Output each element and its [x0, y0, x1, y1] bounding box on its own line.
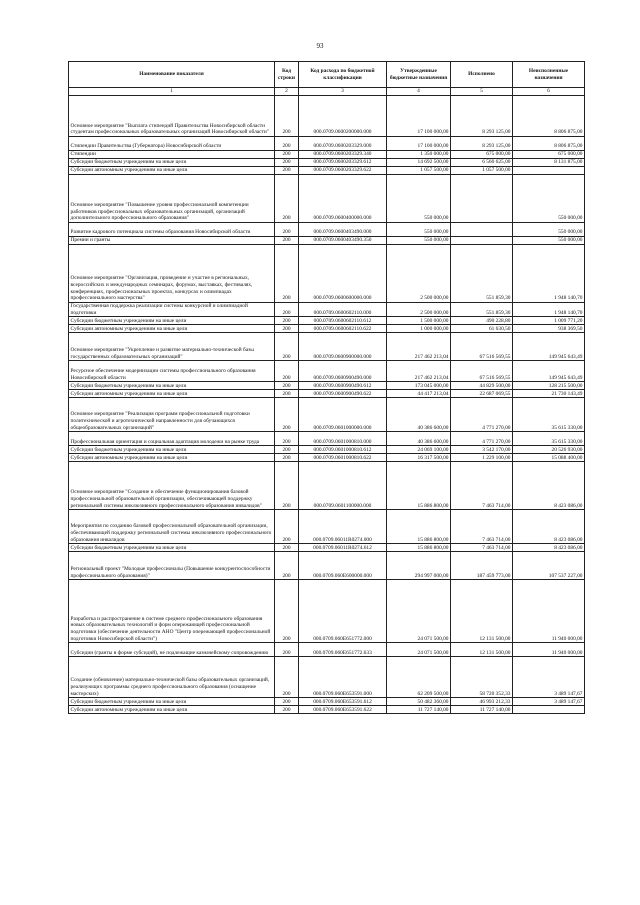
row-line-code: 200	[275, 643, 299, 657]
row-unexecuted: 3 489 147,67	[513, 698, 585, 706]
row-name: Профессиональная ориентация и социальная адаптация молодежи на рынке труда	[69, 432, 275, 446]
table-row	[69, 552, 585, 580]
row-name: Основное мероприятие "Выплата стипендий Правительства Новосибирской области студентам профессиональных образовательных организаций Новосибирской области"	[69, 96, 275, 137]
row-approved: 2 500 000,00	[387, 303, 451, 317]
table-row	[69, 544, 585, 552]
row-unexecuted: 8 806 875,00	[513, 96, 585, 137]
table-row	[69, 643, 585, 657]
row-line-code: 200	[275, 175, 299, 223]
row-approved: 14 692 500,00	[387, 159, 451, 167]
budget-execution-table	[68, 61, 585, 714]
row-unexecuted: 21 730 143,49	[513, 390, 585, 398]
row-approved: 1 000 000,00	[387, 325, 451, 333]
row-approved: 217 462 213,04	[387, 361, 451, 382]
column-number-row	[69, 88, 585, 96]
row-approved: 2 500 000,00	[387, 245, 451, 303]
row-line-code: 200	[275, 552, 299, 580]
row-executed: 58 720 352,33	[451, 657, 513, 698]
row-budget-code: 000.0709.060E600000.000	[299, 552, 387, 580]
row-name: Региональный проект "Молодые профессионалы (Повышение конкурентоспособности профессионального образования)"	[69, 552, 275, 580]
row-unexecuted: 20 526 930,00	[513, 446, 585, 454]
row-name: Субсидии бюджетным учреждениям на иные цели	[69, 317, 275, 325]
row-name: Создание (обновление) материально-технической базы образовательных организаций, реализующих программы среднего профессионального образования (оснащение мастерских)	[69, 657, 275, 698]
row-unexecuted: 11 940 000,00	[513, 643, 585, 657]
table-row	[69, 175, 585, 223]
row-budget-code: 000.0709.0600900490.622	[299, 390, 387, 398]
row-approved: 294 997 000,00	[387, 552, 451, 580]
row-executed: 1 229 100,00	[451, 454, 513, 462]
table-row	[69, 137, 585, 151]
row-name: Субсидии автономным учреждениям на иные цели	[69, 454, 275, 462]
row-approved: 1 057 500,00	[387, 167, 451, 175]
row-line-code: 200	[275, 237, 299, 245]
row-approved: 17 100 000,00	[387, 96, 451, 137]
row-budget-code: 000.0709.0601000810.000	[299, 432, 387, 446]
row-name: Субсидии автономным учреждениям на иные цели	[69, 167, 275, 175]
table-row	[69, 167, 585, 175]
row-approved: 24 071 500,00	[387, 643, 451, 657]
row-line-code: 200	[275, 167, 299, 175]
table-row	[69, 245, 585, 303]
row-approved: 15 886 800,00	[387, 510, 451, 544]
row-budget-code: 000.0709.0600203329.000	[299, 137, 387, 151]
table-row	[69, 580, 585, 643]
header-line-code: Код строки	[275, 62, 299, 88]
row-line-code: 200	[275, 223, 299, 237]
table-row	[69, 333, 585, 361]
row-approved: 1 500 000,00	[387, 317, 451, 325]
row-executed: 44 829 500,00	[451, 382, 513, 390]
row-line-code: 200	[275, 245, 299, 303]
row-approved: 44 417 213,04	[387, 390, 451, 398]
column-number: 5	[451, 88, 513, 96]
row-line-code: 200	[275, 432, 299, 446]
table-row	[69, 382, 585, 390]
row-approved: 15 886 800,00	[387, 462, 451, 510]
row-unexecuted: 128 215 500,00	[513, 382, 585, 390]
row-unexecuted	[513, 706, 585, 714]
row-unexecuted: 11 940 000,00	[513, 580, 585, 643]
table-header-row	[69, 62, 585, 88]
row-budget-code: 000.0709.0600203329.612	[299, 159, 387, 167]
row-name: Стипендии Правительства (Губернатора) Новосибирской области	[69, 137, 275, 151]
row-budget-code: 000.0709.0600900000.000	[299, 333, 387, 361]
table-row	[69, 303, 585, 317]
row-approved: 40 386 600,00	[387, 432, 451, 446]
row-executed: 551 859,30	[451, 303, 513, 317]
row-unexecuted: 1 948 140,70	[513, 245, 585, 303]
page-number: 93	[316, 42, 324, 50]
row-budget-code: 000.0709.0600403490.000	[299, 223, 387, 237]
row-budget-code: 000.0709.060E653591.612	[299, 698, 387, 706]
table-row	[69, 96, 585, 137]
row-line-code: 200	[275, 333, 299, 361]
row-budget-code: 000.0709.0601000810.612	[299, 446, 387, 454]
table-row	[69, 223, 585, 237]
row-approved: 550 000,00	[387, 237, 451, 245]
table-row	[69, 698, 585, 706]
row-budget-code: 000.0709.06011R0274.000	[299, 510, 387, 544]
row-line-code: 200	[275, 361, 299, 382]
table-row	[69, 151, 585, 159]
row-name: Субсидии автономным учреждениям на иные цели	[69, 706, 275, 714]
row-executed: 22 687 069,55	[451, 390, 513, 398]
row-executed: 12 131 500,00	[451, 580, 513, 643]
row-budget-code: 000.0709.0600203329.340	[299, 151, 387, 159]
row-executed: 7 463 714,00	[451, 462, 513, 510]
row-executed: 490 228,80	[451, 317, 513, 325]
row-executed: 11 727 140,00	[451, 706, 513, 714]
row-budget-code: 000.0709.06011R0274.612	[299, 544, 387, 552]
row-name: Субсидии бюджетным учреждениям на иные цели	[69, 159, 275, 167]
table-body	[69, 96, 585, 714]
row-unexecuted: 149 945 643,49	[513, 333, 585, 361]
row-line-code: 200	[275, 657, 299, 698]
column-number: 1	[69, 88, 275, 96]
row-budget-code: 000.0709.0600203329.622	[299, 167, 387, 175]
header-budget-code: Код расхода по бюджетной классификации	[299, 62, 387, 88]
row-executed: 61 630,50	[451, 325, 513, 333]
row-line-code: 200	[275, 454, 299, 462]
row-unexecuted: 8 131 875,00	[513, 159, 585, 167]
table-row	[69, 706, 585, 714]
row-unexecuted: 675 000,00	[513, 151, 585, 159]
row-name: Субсидии автономным учреждениям на иные цели	[69, 390, 275, 398]
table-row	[69, 361, 585, 382]
table-row	[69, 159, 585, 167]
table-row	[69, 510, 585, 544]
row-executed	[451, 237, 513, 245]
row-line-code: 200	[275, 698, 299, 706]
row-executed: 6 560 625,00	[451, 159, 513, 167]
row-executed: 12 131 500,00	[451, 643, 513, 657]
row-name: Премии и гранты	[69, 237, 275, 245]
row-line-code: 200	[275, 510, 299, 544]
row-budget-code: 000.0709.060E653591.622	[299, 706, 387, 714]
row-executed: 7 463 714,00	[451, 510, 513, 544]
row-unexecuted: 1 009 771,20	[513, 317, 585, 325]
row-budget-code: 000.0709.060E651772.633	[299, 643, 387, 657]
row-name: Основное мероприятие "Укрепление и развитие материально-технической базы государственных образовательных организаций"	[69, 333, 275, 361]
row-budget-code: 000.0709.0600602110.000	[299, 303, 387, 317]
table-row	[69, 657, 585, 698]
row-unexecuted: 15 088 400,00	[513, 454, 585, 462]
row-executed: 8 293 125,00	[451, 137, 513, 151]
row-executed: 187 459 773,00	[451, 552, 513, 580]
row-name: Основное мероприятие "Повышение уровня профессиональной компетенции работников профессиональных образовательных организаций, организаций дополнительного профессионального образования"	[69, 175, 275, 223]
row-approved: 1 350 000,00	[387, 151, 451, 159]
row-budget-code: 000.0709.0600200000.000	[299, 96, 387, 137]
row-name: Развитие кадрового потенциала системы образования Новосибирской области	[69, 223, 275, 237]
row-budget-code: 000.0709.0601000810.622	[299, 454, 387, 462]
row-name: Субсидии бюджетным учреждениям на иные цели	[69, 544, 275, 552]
row-unexecuted: 8 423 086,00	[513, 510, 585, 544]
row-budget-code: 000.0709.0600900490.000	[299, 361, 387, 382]
row-unexecuted: 8 423 086,00	[513, 462, 585, 510]
table-row	[69, 325, 585, 333]
header-unexecuted: Неисполненные назначения	[513, 62, 585, 88]
row-executed: 8 293 125,00	[451, 96, 513, 137]
row-name: Субсидии бюджетным учреждениям на иные цели	[69, 446, 275, 454]
row-name: Субсидии бюджетным учреждениям на иные цели	[69, 382, 275, 390]
row-name: Субсидии автономным учреждениям на иные цели	[69, 325, 275, 333]
row-line-code: 200	[275, 382, 299, 390]
row-budget-code: 000.0709.060E653591.000	[299, 657, 387, 698]
row-line-code: 200	[275, 159, 299, 167]
row-line-code: 200	[275, 706, 299, 714]
row-approved: 16 317 500,00	[387, 454, 451, 462]
row-approved: 550 000,00	[387, 223, 451, 237]
row-line-code: 200	[275, 390, 299, 398]
row-executed	[451, 223, 513, 237]
row-budget-code: 000.0709.060E651772.000	[299, 580, 387, 643]
row-executed: 4 771 270,00	[451, 432, 513, 446]
row-budget-code: 000.0709.0601000000.000	[299, 398, 387, 432]
row-approved: 40 386 600,00	[387, 398, 451, 432]
row-executed: 551 859,30	[451, 245, 513, 303]
table-row	[69, 317, 585, 325]
row-unexecuted: 8 806 875,00	[513, 137, 585, 151]
row-executed: 3 542 170,00	[451, 446, 513, 454]
row-budget-code: 000.0709.0600602110.622	[299, 325, 387, 333]
table-row	[69, 390, 585, 398]
row-line-code: 200	[275, 96, 299, 137]
row-approved: 62 209 500,00	[387, 657, 451, 698]
row-line-code: 200	[275, 462, 299, 510]
header-name: Наименование показателя	[69, 62, 275, 88]
row-approved: 17 100 000,00	[387, 137, 451, 151]
row-line-code: 200	[275, 137, 299, 151]
row-line-code: 200	[275, 544, 299, 552]
row-unexecuted: 107 537 227,00	[513, 552, 585, 580]
row-executed: 4 771 270,00	[451, 398, 513, 432]
row-line-code: 200	[275, 317, 299, 325]
table-row	[69, 398, 585, 432]
row-line-code: 200	[275, 303, 299, 317]
row-unexecuted: 938 369,50	[513, 325, 585, 333]
row-name: Государственная поддержка реализации системы конкурсной и олимпиадной подготовки	[69, 303, 275, 317]
row-budget-code: 000.0709.0600900490.612	[299, 382, 387, 390]
column-number: 3	[299, 88, 387, 96]
row-executed: 675 000,00	[451, 151, 513, 159]
row-unexecuted: 35 615 330,00	[513, 432, 585, 446]
row-approved: 173 045 000,00	[387, 382, 451, 390]
row-unexecuted: 550 000,00	[513, 223, 585, 237]
row-line-code: 200	[275, 325, 299, 333]
row-approved: 15 886 800,00	[387, 544, 451, 552]
row-executed: 1 057 500,00	[451, 167, 513, 175]
row-executed: 67 516 569,55	[451, 333, 513, 361]
table-row	[69, 446, 585, 454]
row-unexecuted: 1 948 140,70	[513, 303, 585, 317]
column-number: 2	[275, 88, 299, 96]
row-approved: 24 071 500,00	[387, 580, 451, 643]
row-executed: 7 463 714,00	[451, 544, 513, 552]
row-unexecuted: 35 615 330,00	[513, 398, 585, 432]
row-budget-code: 000.0709.0600400000.000	[299, 175, 387, 223]
row-line-code: 200	[275, 446, 299, 454]
row-unexecuted: 8 423 086,00	[513, 544, 585, 552]
row-line-code: 200	[275, 398, 299, 432]
row-executed: 46 993 212,33	[451, 698, 513, 706]
row-name: Основное мероприятие "Реализация программ профессиональной подготовки политехнической и агротехнической направленности для обучающихся общеобразовательных организаций"	[69, 398, 275, 432]
header-executed: Исполнено	[451, 62, 513, 88]
row-approved: 550 000,00	[387, 175, 451, 223]
row-budget-code: 000.0709.0600403490.350	[299, 237, 387, 245]
row-approved: 217 462 213,04	[387, 333, 451, 361]
table-row	[69, 462, 585, 510]
row-name: Основное мероприятие "Организация, проведение и участие в региональных, всероссийских и международных семинарах, форумах, выставках, фестивалях, конференциях, профессиональных проектах, конкурсах и олимпиадах профессионального мастерства"	[69, 245, 275, 303]
row-budget-code: 000.0709.0601100000.000	[299, 462, 387, 510]
row-line-code: 200	[275, 151, 299, 159]
row-unexecuted: 149 945 643,49	[513, 361, 585, 382]
row-unexecuted	[513, 167, 585, 175]
row-name: Основное мероприятие "Создание и обеспечение функционирования базовой профессиональной образовательной организации, обеспечивающей поддержку региональной системы инклюзивного профессионального образования инвалидов"	[69, 462, 275, 510]
table-row	[69, 432, 585, 446]
row-budget-code: 000.0709.0600600000.000	[299, 245, 387, 303]
row-approved: 50 482 360,00	[387, 698, 451, 706]
row-line-code: 200	[275, 580, 299, 643]
row-name: Субсидии бюджетным учреждениям на иные цели	[69, 698, 275, 706]
row-name: Мероприятия по созданию базовой профессиональной образовательной организации, обеспечивающей поддержку региональной системы инклюзивного профессионального образования инвалидов	[69, 510, 275, 544]
row-unexecuted: 3 489 147,67	[513, 657, 585, 698]
column-number: 4	[387, 88, 451, 96]
row-unexecuted: 550 000,00	[513, 237, 585, 245]
row-approved: 11 727 140,00	[387, 706, 451, 714]
row-approved: 24 069 100,00	[387, 446, 451, 454]
row-executed	[451, 175, 513, 223]
row-unexecuted: 550 000,00	[513, 175, 585, 223]
table-row	[69, 237, 585, 245]
row-name: Ресурсное обеспечение модернизации системы профессионального образования Новосибирской области	[69, 361, 275, 382]
row-budget-code: 000.0709.0600602110.612	[299, 317, 387, 325]
row-name: Субсидии (гранты в форме субсидий), не подлежащие казначейскому сопровождению	[69, 643, 275, 657]
column-number: 6	[513, 88, 585, 96]
table-row	[69, 454, 585, 462]
row-name: Разработка и распространение в системе среднего профессионального образования новых образовательных технологий и форм опережающей профессиональной подготовки (обеспечение деятельности АНО "Центр опережающей профессиональной подготовки Новосибирской области")	[69, 580, 275, 643]
row-executed: 67 516 569,55	[451, 361, 513, 382]
header-approved: Утвержденные бюджетные назначения	[387, 62, 451, 88]
row-name: Стипендии	[69, 151, 275, 159]
